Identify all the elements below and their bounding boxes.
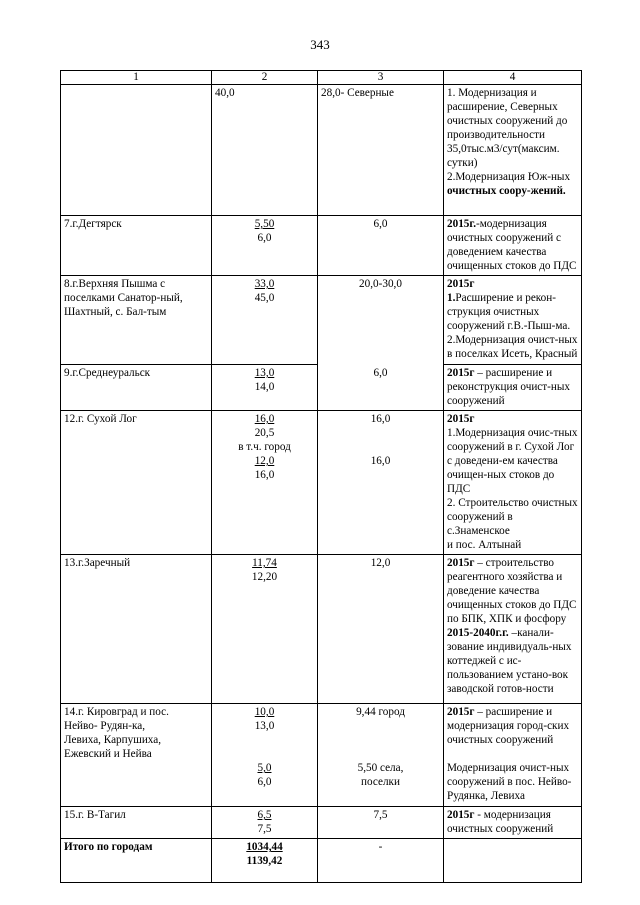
measure-text: - модернизация <box>474 809 551 821</box>
measure-text: –канали- <box>508 627 554 639</box>
capacity-value: 7,5 <box>257 823 272 835</box>
capacity-value: 14,0 <box>254 381 275 393</box>
cell-total-label <box>61 839 212 883</box>
measure-line <box>447 217 578 231</box>
measure-line: очищенных стоков до ПДС <box>447 599 577 611</box>
cell-capacity <box>212 555 318 704</box>
capacity-value: 33,0 <box>254 278 275 290</box>
measure-text: -модернизация <box>476 218 547 230</box>
measure-line: сооружений в г. Сухой Лог <box>447 441 575 453</box>
cell-capacity <box>212 411 318 555</box>
capacity-value: 5,50 <box>254 218 275 230</box>
measure-spacer <box>447 747 578 761</box>
cell-measures <box>444 216 582 276</box>
cell-total-capacity <box>212 839 318 883</box>
load-value: 6,0 <box>373 366 388 379</box>
measure-line <box>447 808 578 822</box>
measure-line: очищенных стоков до ПДС <box>447 260 577 272</box>
year-label: 2015г <box>447 278 475 290</box>
city-line: Ежевский и Нейва <box>64 748 152 760</box>
measure-line: 2.Модернизация Юж-ных <box>447 171 571 183</box>
header-cell: 4 <box>444 71 582 85</box>
measure-line <box>447 366 578 380</box>
capacity-value: 16,0 <box>254 413 275 425</box>
measure-line <box>447 556 578 570</box>
header-cell: 3 <box>318 71 444 85</box>
total-value: 1034,44 <box>246 841 283 853</box>
city-line: 8.г.Верхняя Пышма с <box>64 278 166 290</box>
measure-line: доведение качества <box>447 585 540 597</box>
capacity-value: 16,0 <box>254 469 275 481</box>
capacity-value: 5,0 <box>257 762 272 774</box>
cell-city <box>61 85 212 216</box>
load-spacer <box>321 426 440 440</box>
measure-line: 2. Строительство очистных <box>447 497 578 509</box>
measure-line: сооружений г.В.-Пыш-ма. <box>447 320 571 332</box>
measure-line: очистных сооружений <box>447 823 554 835</box>
measure-line: доведением качества <box>447 246 547 258</box>
measure-line: очистных сооружений <box>447 734 554 746</box>
table-row <box>61 85 582 216</box>
cell-total-load: - <box>318 839 444 883</box>
load-spacer <box>321 733 440 747</box>
city-line: Нейво- Рудян-ка, <box>64 720 146 732</box>
measure-line: Модернизация очист-ных <box>447 762 570 774</box>
table-row <box>61 276 582 365</box>
measure-line: сооружений <box>447 395 505 407</box>
cell-city <box>61 704 212 807</box>
capacity-value: 20,5 <box>254 427 275 439</box>
cell-city <box>61 276 212 365</box>
measure-line: 1. Модернизация и <box>447 87 537 99</box>
measure-line <box>447 277 578 291</box>
cell-measures <box>444 411 582 555</box>
measure-line <box>447 412 578 426</box>
measure-line <box>447 184 578 198</box>
table-row <box>61 216 582 276</box>
table-row <box>61 365 582 411</box>
header-cell: 2 <box>212 71 318 85</box>
cell-measures <box>444 365 582 411</box>
cell-load <box>318 411 444 555</box>
item-number: 1. <box>447 292 456 304</box>
capacity-value: 10,0 <box>254 706 275 718</box>
measure-line <box>447 705 578 719</box>
cell-capacity <box>212 216 318 276</box>
cell-load <box>318 365 444 411</box>
measure-line <box>447 626 578 640</box>
measure-line: 1.Модернизация очис-тных <box>447 427 578 439</box>
year-label: 2015г. <box>447 218 476 230</box>
city-line: поселками Санатор-ный, <box>64 292 183 304</box>
cell-capacity <box>212 365 318 411</box>
load-value: 5,50 села, <box>357 762 404 774</box>
capacity-note: в т.ч. город <box>238 441 291 453</box>
measure-line: Рудянка, Левиха <box>447 790 525 802</box>
measure-line: струкция очистных <box>447 306 540 318</box>
year-label: 2015г <box>447 706 475 718</box>
capacity-value: 6,0 <box>257 232 272 244</box>
cell-capacity <box>212 276 318 365</box>
measure-line: реконструкция очист-ных <box>447 381 570 393</box>
cell-city: 15.г. В-Тагил <box>61 807 212 839</box>
capacity-spacer <box>215 733 314 747</box>
load-spacer <box>321 440 440 454</box>
header-cell: 1 <box>61 71 212 85</box>
cell-total-measures <box>444 839 582 883</box>
year-label: 2015г <box>447 557 475 569</box>
table-row <box>61 704 582 807</box>
measure-line: производительности <box>447 129 545 141</box>
capacity-value: 12,20 <box>251 571 278 583</box>
measure-line: в поселках Исеть, Красный <box>447 348 578 360</box>
measure-line: зование индивидуаль-ных <box>447 641 572 653</box>
measure-line: 2.Модернизация очист-ных <box>447 334 578 346</box>
load-value: 9,44 город <box>356 706 405 718</box>
cell-city: 12.г. Сухой Лог <box>61 411 212 555</box>
measure-text: – строительство <box>474 557 555 569</box>
measure-line: сооружений в с.Знаменское <box>447 511 513 537</box>
capacity-value: 11,74 <box>252 557 277 569</box>
measure-line: сооружений в пос. Нейво- <box>447 776 572 788</box>
cell-measures <box>444 555 582 704</box>
city-line: Шахтный, с. Бал-тым <box>64 306 167 318</box>
total-label: Итого по городам <box>64 841 153 853</box>
measure-text: – расширение и <box>474 706 553 718</box>
measure-line: очистных сооружений до <box>447 115 568 127</box>
measure-line: очищен-ных стоков до ПДС <box>447 469 555 495</box>
year-label: 2015г <box>447 809 475 821</box>
capacity-value: 40,0 <box>215 87 235 99</box>
year-label: 2015г <box>447 367 475 379</box>
load-value: поселки <box>361 776 400 788</box>
measure-text: очистных соору-жений. <box>447 185 566 197</box>
cell-capacity <box>212 807 318 839</box>
measure-line: очистных сооружений с <box>447 232 561 244</box>
measure-line <box>447 291 578 305</box>
year-label: 2015г <box>447 413 475 425</box>
cell-load <box>318 276 444 365</box>
measure-line: с доведени-ем качества <box>447 455 558 467</box>
capacity-value: 12,0 <box>254 455 275 467</box>
load-value: 28,0- Северные <box>321 87 394 99</box>
measure-line: пользованием устано-вок <box>447 669 569 681</box>
header-row <box>61 71 582 85</box>
table-row <box>61 555 582 704</box>
measure-line: модернизация город-ских <box>447 720 570 732</box>
cell-load <box>318 704 444 807</box>
cell-capacity <box>212 85 318 216</box>
measure-line: сутки) <box>447 157 478 169</box>
city-line: 14.г. Кировград и пос. <box>64 706 169 718</box>
load-value: 16,0 <box>370 413 391 425</box>
load-spacer <box>321 719 440 733</box>
load-value: 16,0 <box>370 455 391 467</box>
measure-line: по БПК, ХПК и фосфору <box>447 613 567 625</box>
cell-measures <box>444 85 582 216</box>
cell-load <box>318 85 444 216</box>
measure-line: расширение, Северных <box>447 101 558 113</box>
cell-load: 12,0 <box>318 555 444 704</box>
cell-capacity <box>212 704 318 807</box>
measure-text: Расширение и рекон- <box>455 292 556 304</box>
total-row <box>61 839 582 883</box>
table-row <box>61 411 582 555</box>
measure-line: 35,0тыс.м3/сут(максим. <box>447 143 560 155</box>
data-table <box>60 70 582 883</box>
measure-line: заводской готов-ности <box>447 683 554 695</box>
measure-text: – расширение и <box>474 367 553 379</box>
city-line: Левиха, Карпушиха, <box>64 734 162 746</box>
capacity-value: 6,5 <box>257 809 272 821</box>
measure-line: реагентного хозяйства и <box>447 571 563 583</box>
cell-measures <box>444 704 582 807</box>
capacity-value: 13,0 <box>254 720 275 732</box>
total-value: 1139,42 <box>246 855 283 867</box>
capacity-value: 6,0 <box>257 776 272 788</box>
cell-city: 13.г.Заречный <box>61 555 212 704</box>
table-row <box>61 807 582 839</box>
cell-city: 9.г.Среднеуральск <box>61 365 212 411</box>
year-label: 2015-2040г.г. <box>447 627 509 639</box>
load-spacer <box>321 747 440 761</box>
cell-measures <box>444 276 582 365</box>
load-value: 20,0-30,0 <box>359 278 402 290</box>
page-number: 343 <box>310 37 330 52</box>
measure-line: и пос. Алтынай <box>447 539 522 551</box>
cell-measures <box>444 807 582 839</box>
capacity-spacer <box>215 747 314 761</box>
cell-load: 7,5 <box>318 807 444 839</box>
measure-line: коттеджей с ис- <box>447 655 522 667</box>
cell-city: 7.г.Дегтярск <box>61 216 212 276</box>
capacity-value: 13,0 <box>254 367 275 379</box>
capacity-value: 45,0 <box>254 292 275 304</box>
cell-load: 6,0 <box>318 216 444 276</box>
